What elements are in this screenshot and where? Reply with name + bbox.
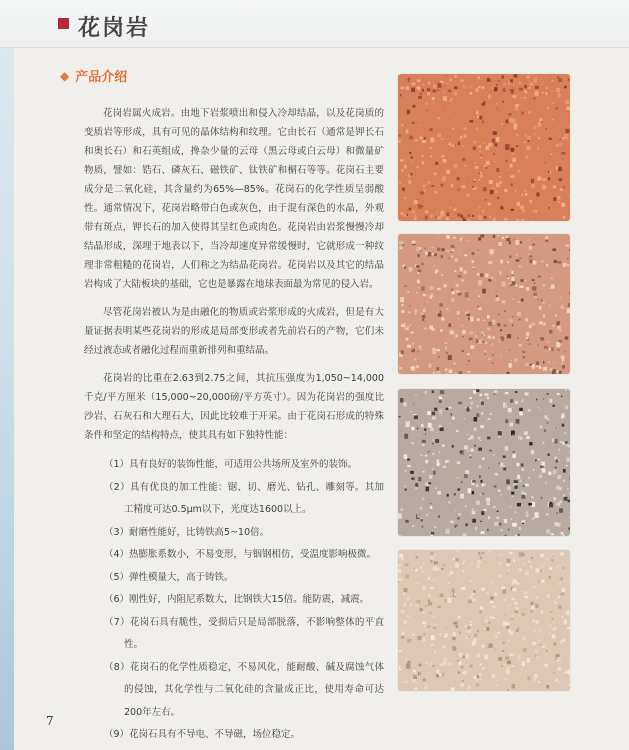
feature-item: （9）花岗石具有不导电、不导磁，场位稳定。 (104, 729, 301, 740)
feature-item: （5）弹性模量大，高于铸铁。 (104, 571, 234, 583)
paragraph-intro: 花岗岩属火成岩。由地下岩浆喷出和侵入冷却结晶，以及花岗质的变质岩等形成，具有可见的晶体结构和纹理。它由长石（通常是钾长石和奥长石）和石英组成，搀杂少量的云母（黑云母或白云母）和微量矿物质，譬如：锆石、磷灰石、磁铁矿、钛铁矿和榍石等等。花岗石主要成分是二氧化硅，其含量约为65%—85%。花岗石的化学性质呈弱酸性。通常情况下，花岗岩略带白色或灰色，由于混有深色的水晶，外观带有斑点，钾长石的加入使得其呈红色或肉色。花岗岩由岩浆慢慢冷却结晶形成，深埋于地表以下，当冷却速度异常缓慢时，它就形成一种纹理非常粗糙的花岗岩，人们称之为结晶花岗岩。花岗岩以及其它的结晶岩构成了大陆板块的基础，它也是暴露在地球表面最为常见的侵入岩。 (84, 108, 384, 290)
feature-item: （7）花岗石具有脆性，受损后只是局部脱落，不影响整体的平直性。 (104, 616, 384, 650)
page-title: 花岗岩 (78, 16, 151, 41)
body-text (84, 104, 384, 747)
paragraph-origin: 尽管花岗岩被认为是由融化的物质或岩浆形成的火成岩，但是有大量证据表明某些花岗岩的形成是局部变形或者先前岩石的产物，它们未经过液态或者融化过程而重新排列和重结晶。 (84, 307, 384, 356)
bullet-circle-icon: ◆ (60, 68, 70, 83)
feature-item: （6）刚性好，内阻尼系数大，比钢铁大15倍。能防震，减震。 (104, 594, 370, 605)
section-title: 产品介绍 (75, 70, 128, 85)
granite-sample-red (398, 74, 570, 221)
header-bar (0, 0, 629, 48)
feature-item: （3）耐磨性能好，比铸铁高5~10倍。 (104, 526, 270, 538)
feature-item: （1）具有良好的装饰性能，可适用公共场所及室外的装饰。 (104, 459, 358, 470)
granite-sample-pink (398, 234, 570, 374)
paragraph-properties: 花岗岩的比重在2.63到2.75之间，其抗压强度为1,050~14,000千克/平方厘米（15,000~20,000磅/平方英寸）。因为花岗岩的强度比沙岩、石灰石和大理石大，因此比较难于开采。由于花岗石形成的特殊条件和坚定的结构特点，使其具有如下独特性能： (84, 373, 384, 441)
granite-texture (398, 74, 570, 221)
header-marker-icon (58, 18, 69, 29)
granite-texture (398, 389, 570, 536)
granite-sample-gray (398, 389, 570, 536)
feature-item: （2）具有优良的加工性能：锯、切、磨光、钻孔、雕刻等。其加工精度可达0.5μm以下，光度达1600以上。 (104, 481, 384, 515)
granite-texture (398, 550, 570, 691)
feature-item: （4）热膨胀系数小，不易变形，与铟钢相仿，受温度影响极微。 (104, 549, 377, 560)
granite-texture (398, 234, 570, 374)
page-edge (0, 0, 14, 750)
granite-sample-beige (398, 550, 570, 691)
section-heading (60, 66, 127, 85)
feature-item: （8）花岗石的化学性质稳定，不易风化，能耐酸、碱及腐蚀气体的侵蚀，其化学性与二氧化硅的含量成正比，使用寿命可达200年左右。 (104, 661, 384, 718)
page-number: 7 (46, 714, 54, 728)
